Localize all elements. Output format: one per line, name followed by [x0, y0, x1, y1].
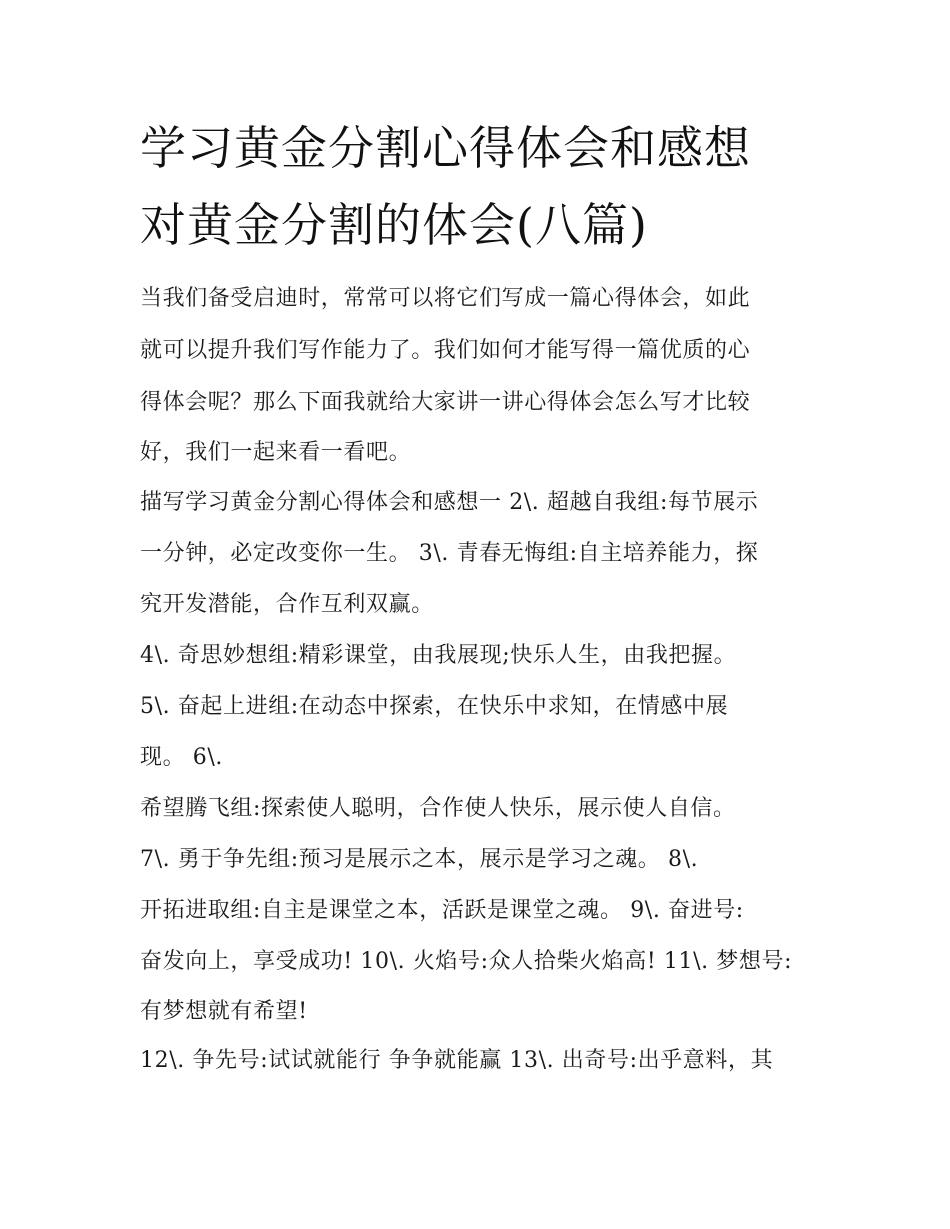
body-line: 开拓进取组:自主是课堂之本，活跃是课堂之魂。 9\. 奋进号:: [140, 898, 744, 923]
body-line: 希望腾飞组:探索使人聪明，合作使人快乐，展示使人自信。: [140, 796, 736, 821]
body-line: 好，我们一起来看一看吧。: [140, 440, 412, 465]
body-line: 描写学习黄金分割心得体会和感想一 2\. 超越自我组:每节展示: [140, 490, 759, 515]
body-line: 12\. 争先号:试试就能行 争争就能赢 13\. 出奇号:出乎意料，其: [140, 1048, 774, 1073]
body-line: 5\. 奋起上进组:在动态中探索，在快乐中求知，在情感中展: [140, 694, 729, 719]
body-line: 当我们备受启迪时，常常可以将它们写成一篇心得体会，如此: [140, 286, 751, 311]
body-line: 现。 6\.: [140, 745, 223, 770]
body-line: 究开发潜能，合作互利双赢。: [140, 592, 434, 617]
body-line: 奋发向上，享受成功! 10\. 火焰号:众人拾柴火焰高! 11\. 梦想号:: [140, 949, 793, 974]
body-line: 一分钟，必定改变你一生。 3\. 青春无悔组:自主培养能力，探: [140, 541, 759, 566]
body-line: 得体会呢？那么下面我就给大家讲一讲心得体会怎么写才比较: [140, 390, 751, 415]
body-line: 4\. 奇思妙想组:精彩课堂，由我展现;快乐人生，由我把握。: [140, 643, 737, 668]
body-line: 7\. 勇于争先组:预习是展示之本，展示是学习之魂。 8\.: [140, 847, 699, 872]
document-title-line-1: 学习黄金分割心得体会和感想: [140, 121, 751, 175]
document-title-line-2: 对黄金分割的体会(八篇): [140, 198, 648, 252]
body-line: 就可以提升我们写作能力了。我们如何才能写得一篇优质的心: [140, 338, 751, 363]
body-line: 有梦想就有希望!: [140, 999, 308, 1024]
